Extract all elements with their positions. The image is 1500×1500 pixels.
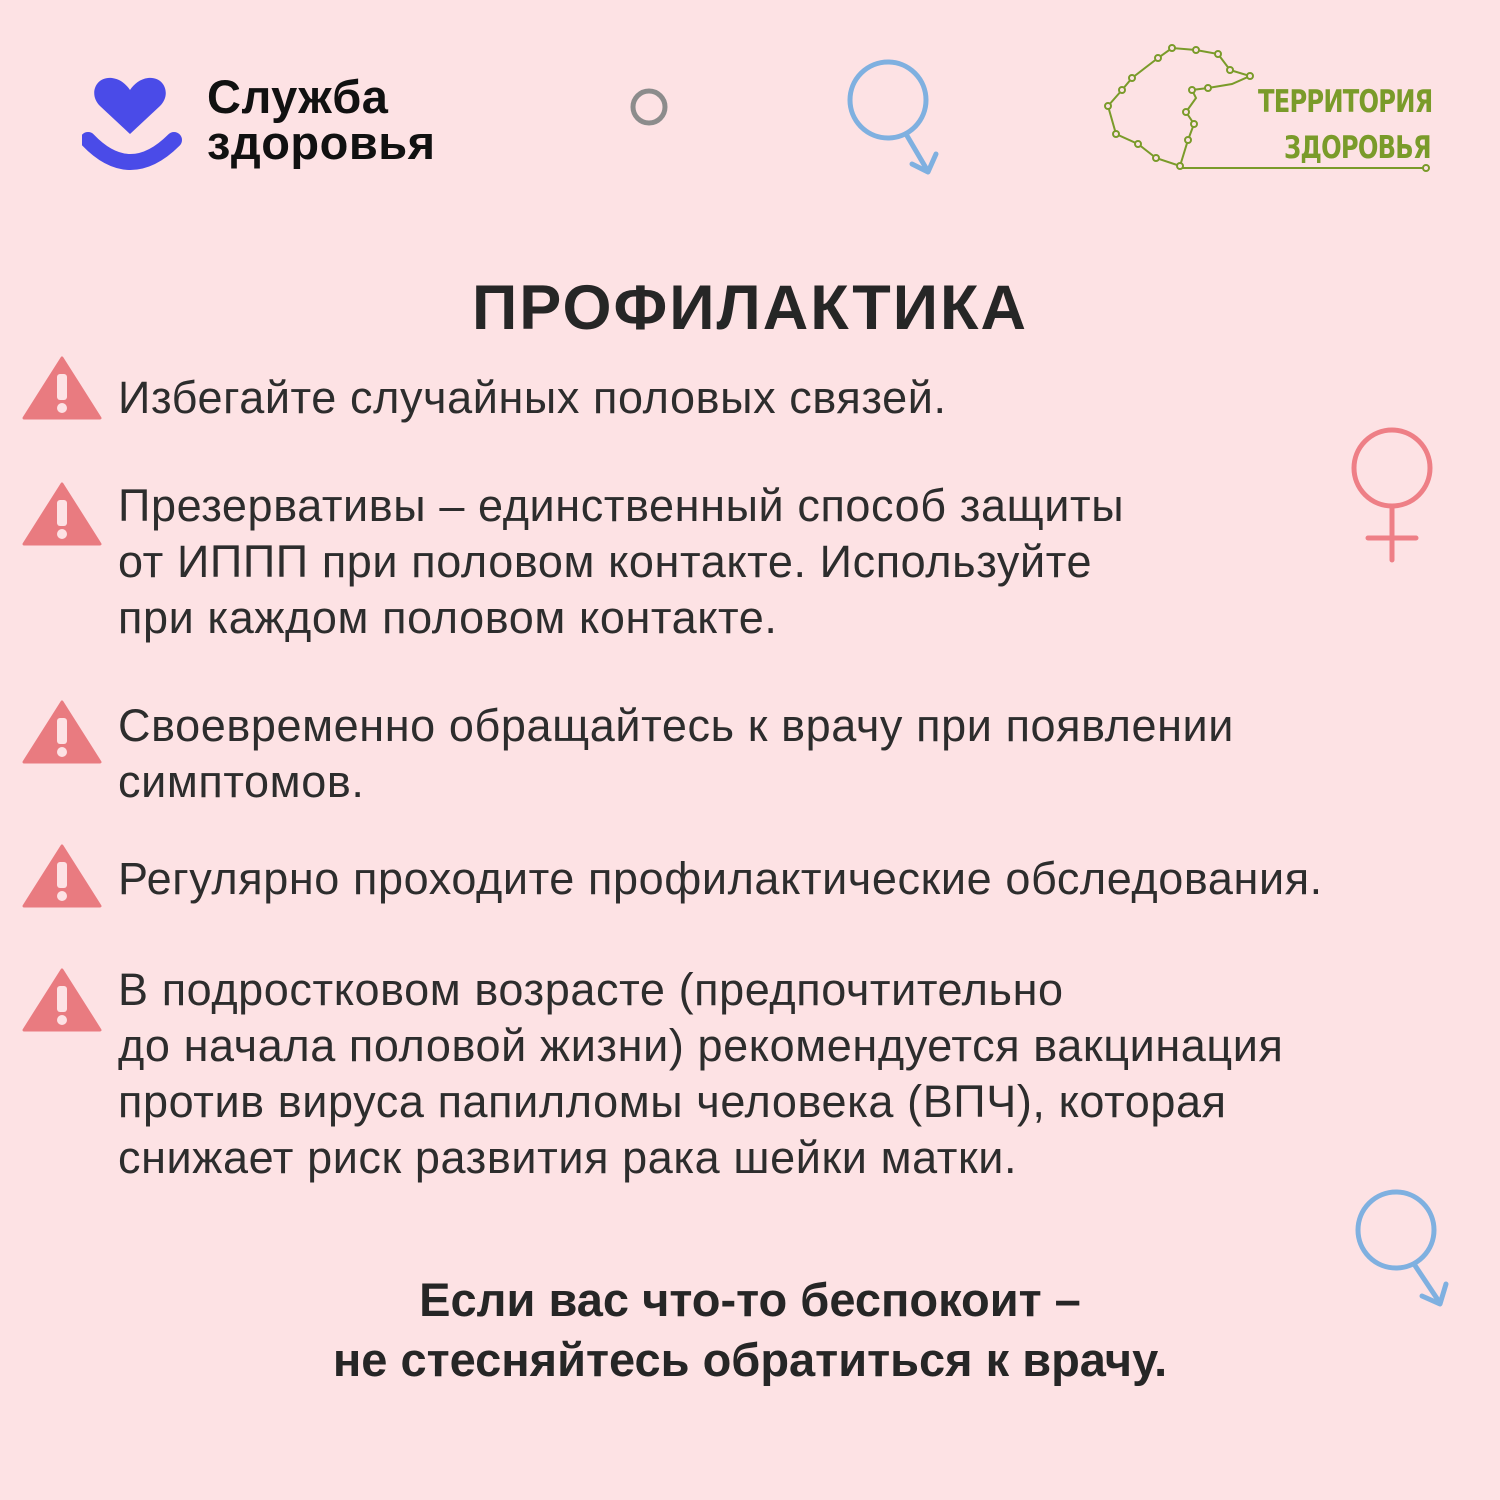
male-symbol-icon	[844, 56, 944, 176]
brand-logo-right	[1100, 40, 1440, 180]
footer-message	[0, 1270, 1500, 1390]
brand-line-2: здоровья	[207, 116, 436, 169]
list-item	[118, 370, 947, 426]
brand-right-line-2: ЗДОРОВЬЯ	[1284, 130, 1431, 166]
item-line: Избегайте случайных половых связей.	[118, 372, 947, 423]
female-symbol-icon	[1346, 424, 1438, 564]
item-line: Своевременно обращайтесь к врачу при появлении	[118, 700, 1235, 751]
ring-decoration	[628, 86, 670, 128]
footer-line-1: Если вас что-то беспокоит –	[419, 1273, 1081, 1326]
item-line: Регулярно проходите профилактические обследования.	[118, 853, 1323, 904]
warning-icon	[22, 482, 102, 546]
list-item	[118, 851, 1323, 907]
list-item	[118, 962, 1283, 1186]
item-line: от ИППП при половом контакте. Используйте	[118, 536, 1093, 587]
heart-smile-icon	[82, 72, 182, 176]
brand-name-left	[207, 70, 436, 169]
item-line: против вируса папилломы человека (ВПЧ), которая	[118, 1076, 1227, 1127]
item-line: при каждом половом контакте.	[118, 592, 778, 643]
warning-icon	[22, 356, 102, 420]
brand-logo-left	[82, 72, 502, 182]
item-line: Презервативы – единственный способ защиты	[118, 480, 1125, 531]
item-line: снижает риск развития рака шейки матки.	[118, 1132, 1018, 1183]
brand-line-1: Служба	[207, 70, 389, 123]
page-title: ПРОФИЛАКТИКА	[472, 273, 1028, 343]
item-line: симптомов.	[118, 756, 365, 807]
footer-line-2: не стесняйтесь обратиться к врачу.	[332, 1333, 1168, 1386]
item-line: до начала половой жизни) рекомендуется вакцинация	[118, 1020, 1284, 1071]
item-line: В подростковом возрасте (предпочтительно	[118, 964, 1064, 1015]
warning-icon	[22, 844, 102, 908]
warning-icon	[22, 968, 102, 1032]
list-item	[118, 478, 1124, 646]
list-item	[118, 698, 1234, 810]
brand-right-line-1: ТЕРРИТОРИЯ	[1258, 84, 1433, 120]
warning-icon	[22, 700, 102, 764]
